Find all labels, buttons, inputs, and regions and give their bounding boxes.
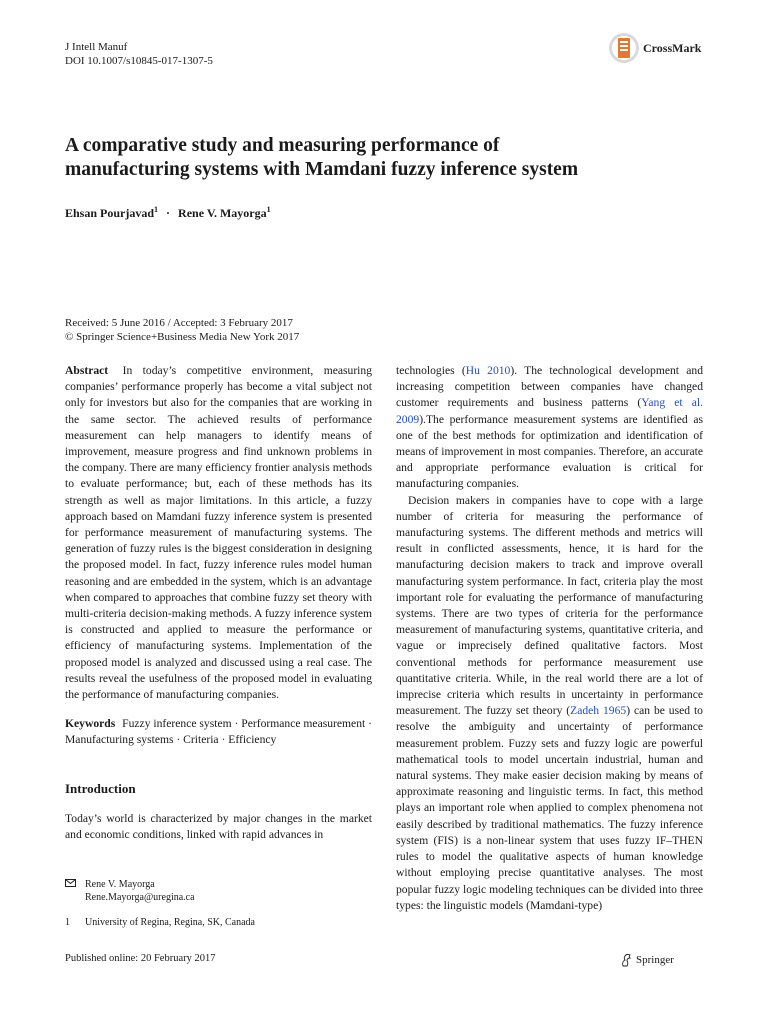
- keywords-text: Fuzzy inference system · Performance measurement · Manufacturing systems · Criteria · Efficiency: [65, 717, 372, 747]
- corresponding-author-name: Rene V. Mayorga: [85, 879, 155, 890]
- body-text: technologies (: [396, 364, 466, 377]
- doi: DOI 10.1007/s10845-017-1307-5: [65, 55, 213, 67]
- body-paragraph: [396, 493, 703, 914]
- right-column: [396, 363, 703, 914]
- abstract: [65, 363, 372, 703]
- crossmark-icon: [608, 32, 640, 64]
- citation-link[interactable]: Zadeh 1965: [570, 704, 627, 718]
- left-column: [65, 363, 372, 843]
- copyright-line: © Springer Science+Business Media New York 2017: [65, 330, 300, 343]
- author-separator: ·: [166, 206, 171, 220]
- affiliation-text: University of Regina, Regina, SK, Canada: [85, 917, 255, 928]
- citation-link[interactable]: Yang et al. 2009: [396, 396, 703, 426]
- received-accepted: Received: 5 June 2016 / Accepted: 3 February 2017: [65, 317, 293, 329]
- body-text: ).The performance measurement systems are identified as one of the best methods for optimization and identification of means of improvement in most companies. Therefore, an accurate and appropriate performance evaluation is critical for manufacturing companies.: [396, 412, 703, 491]
- author-affiliation-mark: 1: [154, 205, 159, 214]
- corresponding-author-footnote: [65, 879, 195, 904]
- author-name[interactable]: Ehsan Pourjavad: [65, 206, 155, 220]
- crossmark-label: CrossMark: [643, 40, 702, 55]
- keywords: [65, 716, 372, 748]
- corresponding-author-email[interactable]: Rene.Mayorga@uregina.ca: [85, 891, 195, 903]
- author-affiliation-mark: 1: [266, 205, 271, 214]
- publisher-name: Springer: [636, 954, 674, 966]
- journal-name: J Intell Manuf: [65, 41, 128, 53]
- author-name[interactable]: Rene V. Mayorga: [178, 206, 267, 220]
- title-line-2: manufacturing systems with Mamdani fuzzy inference system: [65, 159, 579, 180]
- springer-horse-icon: [620, 953, 632, 967]
- journal-header: [65, 40, 213, 68]
- introduction-text: Today’s world is characterized by major changes in the market and economic conditions, linked with rapid advances in: [65, 811, 372, 842]
- section-heading-introduction: Introduction: [65, 780, 136, 796]
- publisher-logo: [620, 953, 674, 967]
- crossmark-badge[interactable]: [608, 32, 701, 64]
- body-text: ) can be used to resolve the ambiguity and uncertainty of performance measurement problem. Fuzzy sets and fuzzy logic are powerful mathematical tools to model uncertain industrial, human and natural systems. They make easier decision making by means of approximate reasoning and linguistic terms. In fact, this method plays an important role when applied to complex phenomena not easily described by traditional mathematics. The fuzzy inference system (FIS) is a non-linear system that uses fuzzy IF–THEN rules to model the qualitative aspects of human knowledge without employing precise quantitative analyses. The most popular fuzzy logic modeling techniques can be divided into three types: the linguistic models (Mamdani-type): [396, 704, 703, 912]
- author-list: [65, 205, 271, 221]
- affiliation-footnote: [65, 917, 255, 930]
- title-line-1: A comparative study and measuring performance of: [65, 135, 500, 156]
- abstract-text: In today’s competitive environment, measuring companies’ performance properly has become a vital subject not only for investors but also for the companies that are working in the same sector. The achieved results of performance measurement can help managers to identify means of improvement, measure progress and find unknown problems in the company. There are many efficiency frontier analysis methods to evaluate performance; but, each of these methods has its strength as well as major limitations. In this article, a fuzzy approach based on Mamdani fuzzy inference system is presented for performance measurement of manufacturing systems. The generation of fuzzy rules is the biggest consideration in designing the proposed model. In fact, fuzzy inference rules model human reasoning and are embedded in the system, which is an advantage when compared to approaches that combine fuzzy set theory with multi-criteria decision-making methods. A fuzzy inference system is constructed and applied to measure the performance or efficiency of manufacturing systems. Implementation of the proposed model is analyzed and discussed using a real case. The results reveal the usefulness of the proposed model in evaluating the performance of manufacturing companies.: [65, 364, 372, 702]
- keywords-label: Keywords: [65, 717, 116, 731]
- affiliation-mark: 1: [65, 917, 70, 928]
- published-online: Published online: 20 February 2017: [65, 953, 216, 964]
- body-text: Decision makers in companies have to cope with a large number of criteria for measuring the performance of manufacturing systems. The different methods and metrics will result in conflicted assessments, hence, it is hard for the manufacturing decision makers to track and improve overall manufacturing system performance. In fact, criteria play the most important role for evaluating the performance of manufacturing systems. There are two types of criteria for the performance measurement of manufacturing systems, quantitative criteria, and vague or imprecisely defined qualitative factors. Most conventional methods for performance measurement use quantitative criteria. While, in the real world there are a lot of imprecise criteria which results in uncertainty in performance measurement. The fuzzy set theory (: [396, 493, 703, 718]
- abstract-label: Abstract: [65, 364, 109, 377]
- envelope-icon: [65, 879, 85, 904]
- body-text: ). The technological development and increasing competition between companies have changed customer requirements and business patterns (: [396, 364, 704, 410]
- citation-link[interactable]: Hu 2010: [465, 364, 511, 377]
- paper-title: [65, 134, 685, 182]
- publication-dates: [65, 317, 299, 344]
- body-paragraph: [396, 363, 703, 493]
